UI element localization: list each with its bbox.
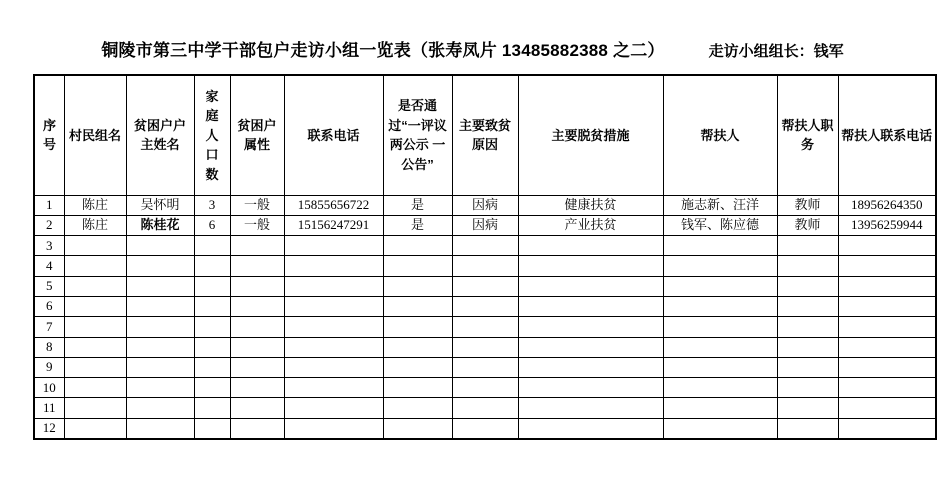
cell-r8-c9: [518, 337, 663, 357]
cell-r6-c5: [230, 296, 284, 316]
col-header-6: 联系电话: [284, 75, 383, 195]
table-row: [34, 317, 936, 337]
cell-r6-c1: 6: [34, 296, 64, 316]
cell-r7-c2: [64, 317, 126, 337]
cell-r12-c6: [284, 418, 383, 438]
cell-r3-c9: [518, 236, 663, 256]
cell-r12-c8: [452, 418, 518, 438]
cell-r9-c5: [230, 357, 284, 377]
cell-r6-c9: [518, 296, 663, 316]
cell-r1-c3: 吴怀明: [126, 195, 194, 215]
cell-r5-c2: [64, 276, 126, 296]
cell-r7-c5: [230, 317, 284, 337]
cell-r5-c8: [452, 276, 518, 296]
cell-r8-c10: [663, 337, 777, 357]
cell-r5-c1: 5: [34, 276, 64, 296]
col-header-8: 主要致贫原因: [452, 75, 518, 195]
cell-r8-c3: [126, 337, 194, 357]
cell-r7-c1: 7: [34, 317, 64, 337]
cell-r8-c2: [64, 337, 126, 357]
cell-r10-c1: 10: [34, 378, 64, 398]
document-title-bar: [0, 36, 945, 61]
cell-r1-c7: 是: [383, 195, 452, 215]
cell-r1-c4: 3: [194, 195, 230, 215]
group-leader-label: 走访小组组长：钱军: [708, 43, 844, 60]
cell-r9-c11: [777, 357, 838, 377]
table-row: [34, 378, 936, 398]
cell-r9-c4: [194, 357, 230, 377]
cell-r5-c11: [777, 276, 838, 296]
cell-r11-c11: [777, 398, 838, 418]
cell-r4-c7: [383, 256, 452, 276]
col-header-3: 贫困户户主姓名: [126, 75, 194, 195]
cell-r8-c11: [777, 337, 838, 357]
cell-r4-c10: [663, 256, 777, 276]
cell-r6-c7: [383, 296, 452, 316]
cell-r9-c3: [126, 357, 194, 377]
cell-r11-c3: [126, 398, 194, 418]
table-row: [34, 276, 936, 296]
cell-r4-c11: [777, 256, 838, 276]
cell-r3-c6: [284, 236, 383, 256]
cell-r4-c4: [194, 256, 230, 276]
page-title: 铜陵市第三中学干部包户走访小组一览表（张寿凤片 13485882388 之二）: [101, 41, 665, 60]
cell-r9-c7: [383, 357, 452, 377]
col-header-2: 村民组名: [64, 75, 126, 195]
cell-r11-c6: [284, 398, 383, 418]
cell-r3-c5: [230, 236, 284, 256]
col-header-11: 帮扶人职务: [777, 75, 838, 195]
cell-r1-c1: 1: [34, 195, 64, 215]
cell-r6-c6: [284, 296, 383, 316]
cell-r4-c1: 4: [34, 256, 64, 276]
header-row: [34, 75, 936, 195]
cell-r1-c5: 一般: [230, 195, 284, 215]
cell-r7-c3: [126, 317, 194, 337]
roster-table: [33, 74, 937, 440]
cell-r6-c10: [663, 296, 777, 316]
cell-r3-c4: [194, 236, 230, 256]
cell-r8-c6: [284, 337, 383, 357]
cell-r5-c3: [126, 276, 194, 296]
cell-r2-c1: 2: [34, 215, 64, 235]
cell-r10-c11: [777, 378, 838, 398]
cell-r7-c11: [777, 317, 838, 337]
cell-r11-c8: [452, 398, 518, 418]
col-header-1: 序号: [34, 75, 64, 195]
cell-r10-c2: [64, 378, 126, 398]
cell-r1-c9: 健康扶贫: [518, 195, 663, 215]
cell-r12-c10: [663, 418, 777, 438]
cell-r5-c12: [838, 276, 936, 296]
cell-r10-c6: [284, 378, 383, 398]
cell-r2-c4: 6: [194, 215, 230, 235]
cell-r6-c2: [64, 296, 126, 316]
cell-r1-c8: 因病: [452, 195, 518, 215]
cell-r5-c4: [194, 276, 230, 296]
cell-r3-c10: [663, 236, 777, 256]
cell-r10-c7: [383, 378, 452, 398]
cell-r2-c9: 产业扶贫: [518, 215, 663, 235]
cell-r11-c5: [230, 398, 284, 418]
cell-r2-c7: 是: [383, 215, 452, 235]
cell-r3-c7: [383, 236, 452, 256]
cell-r11-c7: [383, 398, 452, 418]
table-row: [34, 418, 936, 438]
cell-r4-c12: [838, 256, 936, 276]
cell-r1-c10: 施志新、汪洋: [663, 195, 777, 215]
cell-r3-c1: 3: [34, 236, 64, 256]
table-row: [34, 296, 936, 316]
table-header: [34, 75, 936, 195]
cell-r4-c2: [64, 256, 126, 276]
cell-r9-c12: [838, 357, 936, 377]
col-header-10: 帮扶人: [663, 75, 777, 195]
cell-r4-c6: [284, 256, 383, 276]
cell-r4-c5: [230, 256, 284, 276]
cell-r2-c12: 13956259944: [838, 215, 936, 235]
cell-r6-c8: [452, 296, 518, 316]
cell-r3-c8: [452, 236, 518, 256]
cell-r5-c5: [230, 276, 284, 296]
cell-r2-c8: 因病: [452, 215, 518, 235]
cell-r1-c6: 15855656722: [284, 195, 383, 215]
cell-r7-c7: [383, 317, 452, 337]
col-header-9: 主要脱贫措施: [518, 75, 663, 195]
cell-r10-c12: [838, 378, 936, 398]
cell-r12-c4: [194, 418, 230, 438]
cell-r2-c3: 陈桂花: [126, 215, 194, 235]
cell-r10-c9: [518, 378, 663, 398]
cell-r4-c9: [518, 256, 663, 276]
table-row: [34, 337, 936, 357]
cell-r5-c7: [383, 276, 452, 296]
cell-r2-c11: 教师: [777, 215, 838, 235]
cell-r12-c1: 12: [34, 418, 64, 438]
cell-r11-c1: 11: [34, 398, 64, 418]
cell-r4-c8: [452, 256, 518, 276]
cell-r10-c3: [126, 378, 194, 398]
cell-r9-c2: [64, 357, 126, 377]
cell-r4-c3: [126, 256, 194, 276]
table-row: [34, 256, 936, 276]
cell-r7-c4: [194, 317, 230, 337]
cell-r10-c4: [194, 378, 230, 398]
cell-r1-c12: 18956264350: [838, 195, 936, 215]
cell-r3-c2: [64, 236, 126, 256]
cell-r12-c12: [838, 418, 936, 438]
table-row: [34, 398, 936, 418]
col-header-4: 家庭人口数: [194, 75, 230, 195]
cell-r6-c12: [838, 296, 936, 316]
cell-r9-c9: [518, 357, 663, 377]
cell-r9-c1: 9: [34, 357, 64, 377]
cell-r10-c10: [663, 378, 777, 398]
cell-r8-c7: [383, 337, 452, 357]
cell-r7-c9: [518, 317, 663, 337]
cell-r6-c4: [194, 296, 230, 316]
cell-r5-c9: [518, 276, 663, 296]
cell-r6-c3: [126, 296, 194, 316]
col-header-7: 是否通过“一评议 两公示 一公告”: [383, 75, 452, 195]
cell-r3-c3: [126, 236, 194, 256]
cell-r6-c11: [777, 296, 838, 316]
cell-r8-c12: [838, 337, 936, 357]
cell-r1-c11: 教师: [777, 195, 838, 215]
table-row: [34, 357, 936, 377]
cell-r7-c10: [663, 317, 777, 337]
cell-r2-c6: 15156247291: [284, 215, 383, 235]
cell-r8-c5: [230, 337, 284, 357]
table-row: [34, 215, 936, 235]
cell-r8-c4: [194, 337, 230, 357]
cell-r11-c12: [838, 398, 936, 418]
cell-r12-c11: [777, 418, 838, 438]
cell-r7-c12: [838, 317, 936, 337]
cell-r12-c2: [64, 418, 126, 438]
cell-r2-c5: 一般: [230, 215, 284, 235]
cell-r2-c2: 陈庄: [64, 215, 126, 235]
col-header-5: 贫困户属性: [230, 75, 284, 195]
cell-r8-c1: 8: [34, 337, 64, 357]
cell-r11-c10: [663, 398, 777, 418]
cell-r10-c5: [230, 378, 284, 398]
cell-r5-c10: [663, 276, 777, 296]
cell-r2-c10: 钱军、陈应德: [663, 215, 777, 235]
cell-r12-c3: [126, 418, 194, 438]
cell-r8-c8: [452, 337, 518, 357]
cell-r1-c2: 陈庄: [64, 195, 126, 215]
cell-r11-c2: [64, 398, 126, 418]
cell-r10-c8: [452, 378, 518, 398]
cell-r5-c6: [284, 276, 383, 296]
table-row: [34, 236, 936, 256]
cell-r12-c5: [230, 418, 284, 438]
col-header-12: 帮扶人联系电话: [838, 75, 936, 195]
table-row: [34, 195, 936, 215]
cell-r3-c12: [838, 236, 936, 256]
cell-r3-c11: [777, 236, 838, 256]
cell-r7-c6: [284, 317, 383, 337]
cell-r11-c4: [194, 398, 230, 418]
cell-r12-c7: [383, 418, 452, 438]
cell-r7-c8: [452, 317, 518, 337]
table-body: [34, 195, 936, 439]
cell-r9-c8: [452, 357, 518, 377]
cell-r9-c6: [284, 357, 383, 377]
cell-r9-c10: [663, 357, 777, 377]
cell-r12-c9: [518, 418, 663, 438]
cell-r11-c9: [518, 398, 663, 418]
